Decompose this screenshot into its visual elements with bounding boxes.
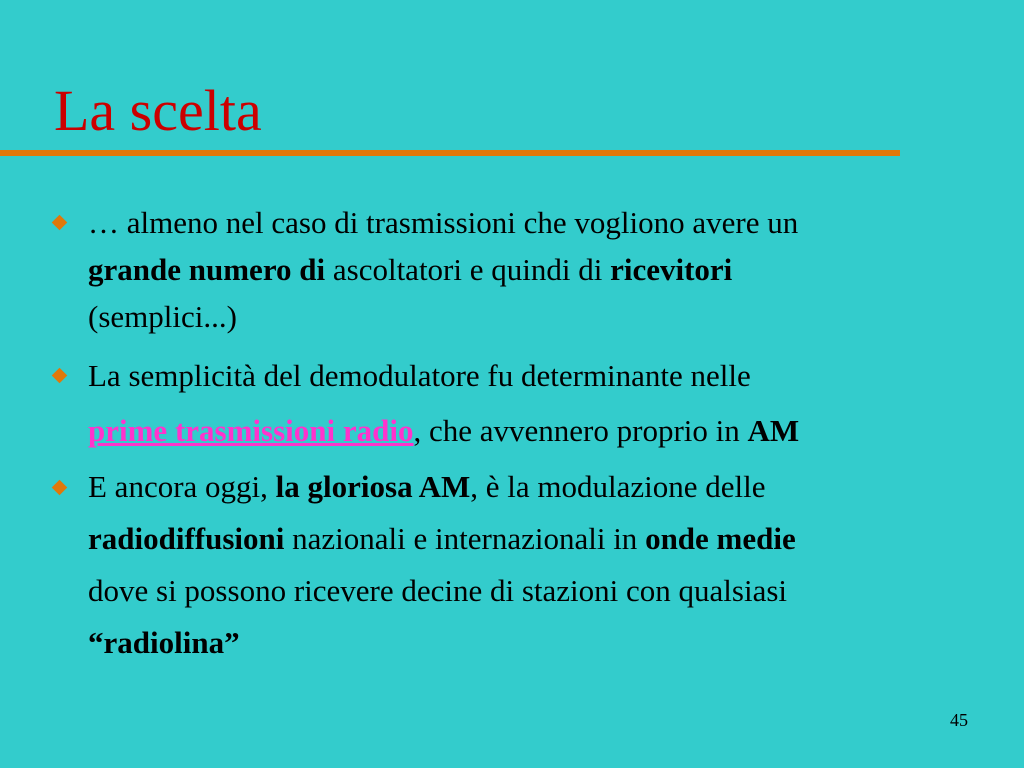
- bullet-2-line-1: La semplicità del demodulatore fu determinante nelle: [88, 358, 751, 393]
- bullet-3-text-2: , è la modulazione delle: [470, 469, 766, 504]
- bullet-1-line-3: (semplici...): [88, 299, 237, 334]
- bullet-2-line-2: [88, 403, 1008, 458]
- bullet-1-bold-grande-numero: grande numero di: [88, 252, 326, 287]
- bullet-3-bold-radiodiffusioni: radiodiffusioni: [88, 521, 285, 556]
- bullet-1-bold-ricevitori: ricevitori: [610, 252, 733, 287]
- bullet-3-text-1: E ancora oggi,: [88, 469, 276, 504]
- slide-title: La scelta: [54, 78, 262, 143]
- page-number: 45: [950, 710, 968, 730]
- bullet-item-1: [88, 199, 1008, 340]
- bullet-3-bold-gloriosa-am: la gloriosa AM: [275, 469, 471, 504]
- bullet-3-bold-radiolina: “radiolina”: [88, 625, 240, 660]
- bullet-3-line-1: [88, 461, 1008, 513]
- bullet-3-line-3: dove si possono ricevere decine di stazioni con qualsiasi: [88, 573, 788, 608]
- bullet-3-text-3: nazionali e internazionali in: [284, 521, 646, 556]
- bullet-2-text: , che avvennero proprio in: [413, 413, 748, 448]
- bullet-2-bold-am: AM: [747, 413, 800, 448]
- diamond-bullet-icon: [52, 368, 68, 384]
- bullet-1-text: ascoltatori e quindi di: [325, 252, 611, 287]
- title-underline: [0, 150, 900, 156]
- bullet-3-bold-onde-medie: onde medie: [645, 521, 796, 556]
- bullet-item-3: [88, 461, 1008, 669]
- bullet-3-line-2: [88, 513, 1008, 565]
- diamond-bullet-icon: [52, 480, 68, 496]
- bullet-item-2: [88, 348, 1008, 458]
- diamond-bullet-icon: [52, 215, 68, 231]
- prime-trasmissioni-radio-link[interactable]: prime trasmissioni radio: [88, 413, 414, 448]
- bullet-1-line-2: [88, 246, 1008, 293]
- bullet-1-line-1: … almeno nel caso di trasmissioni che vogliono avere un: [88, 205, 799, 240]
